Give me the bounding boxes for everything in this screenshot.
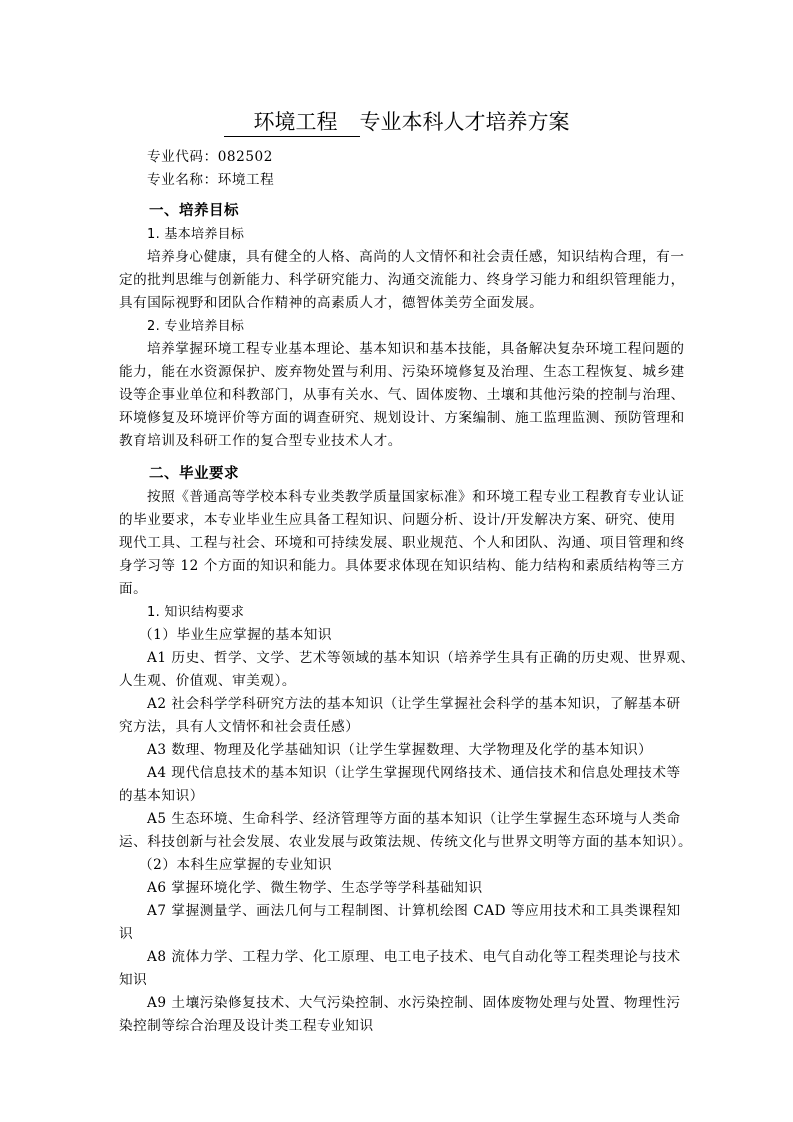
- item-a4: A4 现代信息技术的基本知识（让学生掌握现代网络技术、通信技术和信息处理技术等: [147, 765, 681, 781]
- item-a5: A5 生态环境、生命科学、经济管理等方面的基本知识（让学生掌握生态环境与人类命: [147, 811, 681, 827]
- item-a8: A8 流体力学、工程力学、化工原理、电工电子技术、电气自动化等工程类理论与技术: [147, 949, 681, 965]
- subsection-heading: 2. 专业培养目标: [147, 319, 245, 334]
- part-heading: （1）毕业生应掌握的基本知识: [139, 627, 333, 643]
- item-a1: A1 历史、哲学、文学、艺术等领域的基本知识（培养学生具有正确的历史观、世界观、: [147, 650, 695, 666]
- subsection-heading: 1. 知识结构要求: [147, 605, 245, 620]
- paragraph-line: 身学习等 12 个方面的知识和能力。具体要求体现在知识结构、能力结构和素质结构等三方: [119, 558, 685, 574]
- item-a7-cont: 识: [119, 926, 134, 942]
- section-heading: 一、培养目标: [149, 203, 239, 219]
- paragraph-line: 按照《普通高等学校本科专业类教学质量国家标准》和环境工程专业工程教育专业认证: [147, 489, 685, 505]
- item-a3: A3 数理、物理及化学基础知识（让学生掌握数理、大学物理及化学的基本知识）: [147, 742, 653, 758]
- paragraph-line: 培养掌握环境工程专业基本理论、基本知识和基本技能，具备解决复杂环境工程问题的: [147, 341, 685, 357]
- section-graduation-requirements: [119, 462, 695, 1038]
- item-a9-cont: 染控制等综合治理及设计类工程专业知识: [119, 1018, 374, 1034]
- item-a5-cont: 运、科技创新与社会发展、农业发展与政策法规、传统文化与世界文明等方面的基本知识）。: [119, 834, 693, 850]
- paragraph-line: 面。: [119, 581, 148, 597]
- title-suffix: 专业本科人才培养方案: [359, 110, 570, 134]
- major-meta: [119, 146, 679, 192]
- paragraph-line: 定的批判思维与创新能力、科学研究能力、沟通交流能力、终身学习能力和组织管理能力，: [119, 272, 685, 288]
- item-a8-cont: 知识: [119, 972, 148, 988]
- section-training-goals: [119, 199, 685, 453]
- paragraph-line: 的毕业要求，本专业毕业生应具备工程知识、问题分析、设计/开发解决方案、研究、使用: [119, 512, 676, 528]
- subsection-heading: 1. 基本培养目标: [147, 227, 245, 242]
- paragraph-line: 现代工具、工程与社会、环境和可持续发展、职业规范、个人和团队、沟通、项目管理和终: [119, 535, 685, 551]
- item-a7: A7 掌握测量学、画法几何与工程制图、计算机绘图 CAD 等应用技术和工具类课程知: [147, 903, 681, 919]
- document-title: [0, 108, 793, 137]
- part-heading: （2）本科生应掌握的专业知识: [139, 857, 333, 873]
- item-a2: A2 社会科学学科研究方法的基本知识（让学生掌握社会科学的基本知识，了解基本研: [147, 696, 681, 712]
- section-heading: 二、毕业要求: [149, 466, 239, 482]
- paragraph-line: 具有国际视野和团队合作精神的高素质人才，德智体美劳全面发展。: [119, 295, 544, 311]
- paragraph-line: 培养身心健康，具有健全的人格、高尚的人文情怀和社会责任感，知识结构合理，有一: [147, 249, 685, 265]
- item-a6: A6 掌握环境化学、微生物学、生态学等学科基础知识: [147, 880, 483, 896]
- paragraph-line: 设等企事业单位和科教部门，从事有关水、气、固体废物、土壤和其他污染的控制与治理、: [119, 387, 685, 403]
- paragraph-line: 教育培训及科研工作的复合型专业技术人才。: [119, 433, 402, 449]
- item-a2-cont: 究方法，具有人文情怀和社会责任感）: [119, 719, 360, 735]
- major-name: 专业名称：环境工程: [147, 172, 275, 188]
- item-a9: A9 土壤污染修复技术、大气污染控制、水污染控制、固体废物处理与处置、物理性污: [147, 995, 681, 1011]
- item-a1-cont: 人生观、价值观、审美观）。: [119, 673, 297, 689]
- paragraph-line: 环境修复及环境评价等方面的调查研究、规划设计、方案编制、施工监理监测、预防管理和: [119, 410, 685, 426]
- item-a4-cont: 的基本知识）: [119, 788, 204, 804]
- major-code: 专业代码：082502: [147, 149, 273, 165]
- paragraph-line: 能力，能在水资源保护、废弃物处置与利用、污染环境修复及治理、生态工程恢复、城乡建: [119, 364, 685, 380]
- title-major-blank: 环境工程: [224, 108, 360, 137]
